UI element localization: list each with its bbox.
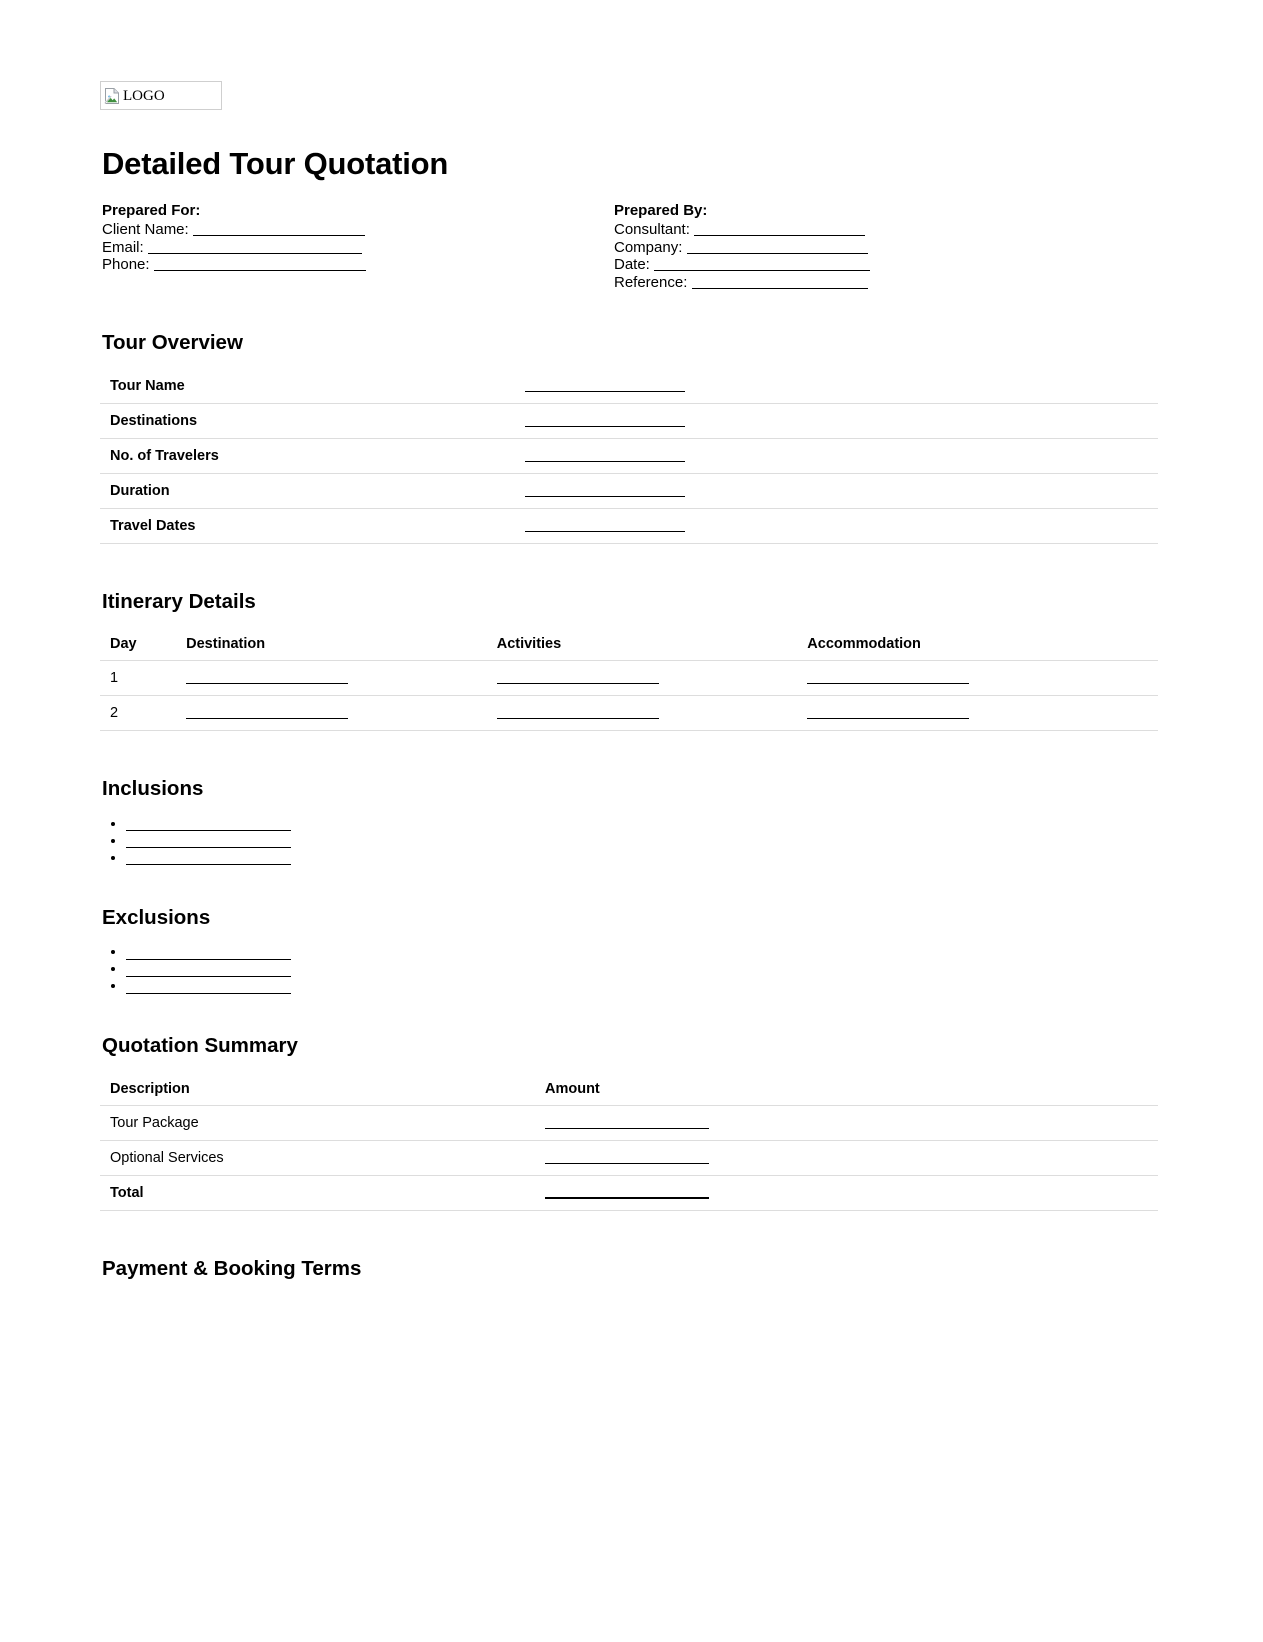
- itinerary-accommodation-1[interactable]: [797, 661, 1158, 696]
- table-row: [100, 696, 1158, 731]
- summary-description-total: Total: [100, 1176, 535, 1211]
- reference-label: Reference:: [614, 273, 688, 291]
- date-field[interactable]: [614, 256, 870, 274]
- exclusion-input-line-2[interactable]: [126, 963, 291, 977]
- table-row: [100, 508, 1158, 543]
- table-row: [100, 661, 1158, 696]
- travel-dates-input-line[interactable]: [525, 520, 685, 532]
- exclusion-input-line-3[interactable]: [126, 980, 291, 994]
- quotation-summary-table: [100, 1072, 1158, 1211]
- destinations-input-line[interactable]: [525, 415, 685, 427]
- list-item[interactable]: [126, 849, 1158, 866]
- itinerary-accommodation-2[interactable]: [797, 696, 1158, 731]
- optional-services-amount-input-line[interactable]: [545, 1152, 709, 1164]
- inclusions-list: [100, 815, 1158, 866]
- exclusions-heading: Exclusions: [102, 905, 211, 929]
- list-item[interactable]: [126, 977, 1158, 994]
- summary-amount-total[interactable]: [535, 1176, 1158, 1211]
- column-header-accommodation: Accommodation: [797, 627, 1158, 661]
- column-header-activities: Activities: [487, 627, 798, 661]
- logo-placeholder: [100, 81, 222, 110]
- phone-label: Phone:: [102, 256, 150, 274]
- column-header-description: Description: [100, 1072, 535, 1106]
- summary-description-tour-package: Tour Package: [100, 1106, 535, 1141]
- phone-field[interactable]: [102, 256, 612, 274]
- duration-label: Duration: [100, 473, 525, 508]
- list-item[interactable]: [126, 815, 1158, 832]
- prepared-by-block: [612, 202, 870, 291]
- no-of-travelers-value[interactable]: [525, 438, 1158, 473]
- email-input-line[interactable]: [148, 241, 362, 254]
- list-item[interactable]: [126, 943, 1158, 960]
- column-header-day: Day: [100, 627, 176, 661]
- tour-name-value[interactable]: [525, 369, 1158, 404]
- broken-image-icon: [104, 88, 120, 104]
- date-input-line[interactable]: [654, 258, 870, 271]
- prepared-for-block: [100, 202, 612, 291]
- quotation-summary-heading: Quotation Summary: [102, 1034, 298, 1058]
- itinerary-accommodation-input-line[interactable]: [807, 707, 969, 719]
- duration-value[interactable]: [525, 473, 1158, 508]
- phone-input-line[interactable]: [154, 258, 366, 271]
- total-amount-input-line[interactable]: [545, 1187, 709, 1199]
- destinations-label: Destinations: [100, 403, 525, 438]
- reference-field[interactable]: [614, 274, 870, 292]
- table-row: [100, 473, 1158, 508]
- itinerary-table: [100, 627, 1158, 731]
- table-row: [100, 403, 1158, 438]
- tour-name-input-line[interactable]: [525, 380, 685, 392]
- travel-dates-value[interactable]: [525, 508, 1158, 543]
- inclusion-input-line-1[interactable]: [126, 817, 291, 831]
- summary-amount-optional-services[interactable]: [535, 1141, 1158, 1176]
- travel-dates-label: Travel Dates: [100, 508, 525, 543]
- table-row: [100, 1141, 1158, 1176]
- itinerary-activities-2[interactable]: [487, 696, 798, 731]
- tour-overview-heading: Tour Overview: [102, 331, 243, 355]
- summary-description-optional-services: Optional Services: [100, 1141, 535, 1176]
- itinerary-destination-2[interactable]: [176, 696, 487, 731]
- no-of-travelers-label: No. of Travelers: [100, 438, 525, 473]
- tour-name-label: Tour Name: [100, 369, 525, 404]
- email-field[interactable]: [102, 239, 612, 257]
- table-header-row: [100, 1072, 1158, 1106]
- client-name-field[interactable]: [102, 221, 612, 239]
- prepared-by-heading: Prepared By:: [614, 202, 708, 220]
- table-row: [100, 1176, 1158, 1211]
- itinerary-destination-1[interactable]: [176, 661, 487, 696]
- itinerary-details-heading: Itinerary Details: [102, 589, 256, 613]
- logo-alt-text: LOGO: [123, 87, 165, 104]
- summary-amount-tour-package[interactable]: [535, 1106, 1158, 1141]
- client-name-input-line[interactable]: [193, 223, 365, 236]
- reference-input-line[interactable]: [692, 276, 868, 289]
- table-header-row: [100, 627, 1158, 661]
- tour-package-amount-input-line[interactable]: [545, 1117, 709, 1129]
- exclusion-input-line-1[interactable]: [126, 946, 291, 960]
- list-item[interactable]: [126, 960, 1158, 977]
- page-title: Detailed Tour Quotation: [102, 146, 449, 181]
- inclusions-heading: Inclusions: [102, 777, 204, 801]
- tour-overview-table: [100, 369, 1158, 544]
- payment-booking-terms-heading: Payment & Booking Terms: [102, 1257, 362, 1281]
- inclusion-input-line-3[interactable]: [126, 851, 291, 865]
- consultant-label: Consultant:: [614, 221, 690, 239]
- company-field[interactable]: [614, 239, 870, 257]
- column-header-destination: Destination: [176, 627, 487, 661]
- list-item[interactable]: [126, 832, 1158, 849]
- consultant-field[interactable]: [614, 221, 870, 239]
- company-label: Company:: [614, 238, 683, 256]
- itinerary-activities-input-line[interactable]: [497, 707, 659, 719]
- itinerary-day-2: 2: [100, 696, 176, 731]
- exclusions-list: [100, 943, 1158, 994]
- prepared-for-heading: Prepared For:: [102, 202, 201, 220]
- company-input-line[interactable]: [687, 241, 868, 254]
- client-name-label: Client Name:: [102, 221, 189, 239]
- column-header-amount: Amount: [535, 1072, 1158, 1106]
- itinerary-day-1: 1: [100, 661, 176, 696]
- itinerary-activities-input-line[interactable]: [497, 672, 659, 684]
- table-row: [100, 369, 1158, 404]
- date-label: Date:: [614, 256, 650, 274]
- table-row: [100, 1106, 1158, 1141]
- email-label: Email:: [102, 238, 144, 256]
- no-of-travelers-input-line[interactable]: [525, 450, 685, 462]
- itinerary-destination-input-line[interactable]: [186, 707, 348, 719]
- duration-input-line[interactable]: [525, 485, 685, 497]
- itinerary-destination-input-line[interactable]: [186, 672, 348, 684]
- itinerary-accommodation-input-line[interactable]: [807, 672, 969, 684]
- prepared-section: [100, 202, 1158, 291]
- destinations-value[interactable]: [525, 403, 1158, 438]
- inclusion-input-line-2[interactable]: [126, 834, 291, 848]
- table-row: [100, 438, 1158, 473]
- consultant-input-line[interactable]: [694, 223, 865, 236]
- itinerary-activities-1[interactable]: [487, 661, 798, 696]
